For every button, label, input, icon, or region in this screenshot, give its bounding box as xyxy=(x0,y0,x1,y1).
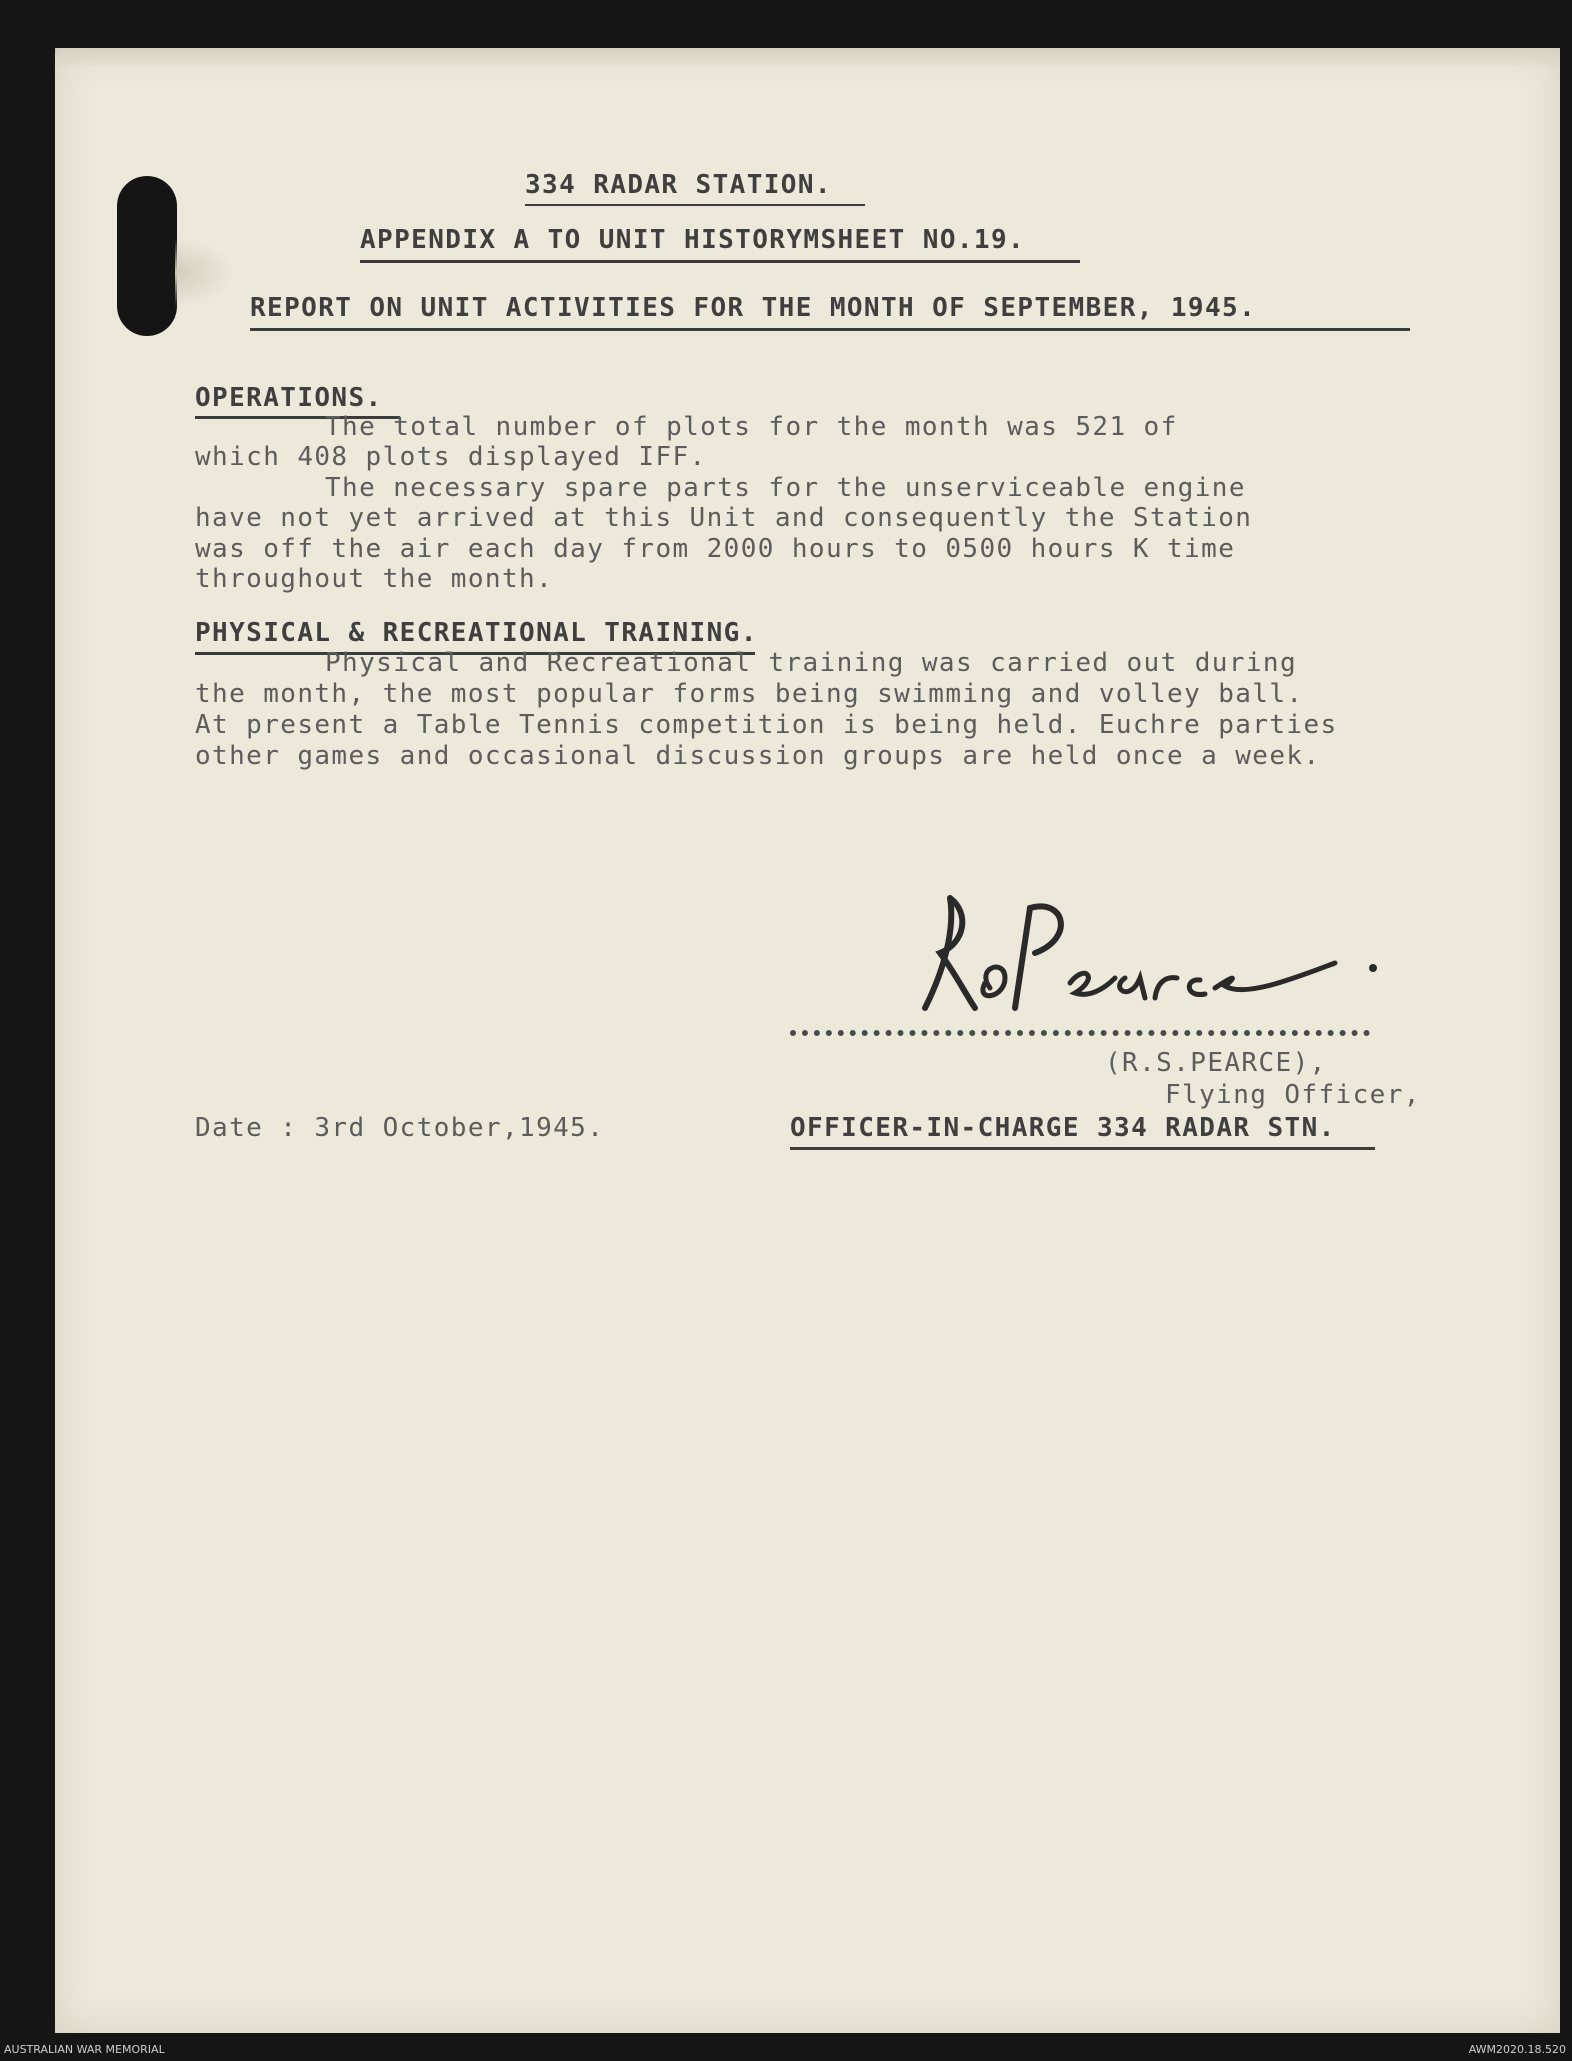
punch-hole xyxy=(117,176,177,336)
paragraph-line: was off the air each day from 2000 hours to 0500 hours K time xyxy=(195,534,1236,564)
footer-accession-number: AWM2020.18.520 xyxy=(1468,2043,1566,2056)
signature-dotted-line xyxy=(790,1030,1370,1036)
paragraph-line: the month, the most popular forms being swimming and volley ball. xyxy=(195,679,1304,709)
paragraph-line: The necessary spare parts for the unserviceable engine xyxy=(325,473,1246,503)
signatory-name: (R.S.PEARCE), xyxy=(1105,1048,1327,1078)
footer-institution: AUSTRALIAN WAR MEMORIAL xyxy=(4,2043,165,2056)
date-line: Date : 3rd October,1945. xyxy=(195,1113,605,1143)
appendix-underline xyxy=(360,260,1080,263)
section-heading-physical-recreational: PHYSICAL & RECREATIONAL TRAINING. xyxy=(195,618,758,648)
paragraph-line: The total number of plots for the month was 521 of xyxy=(325,412,1178,442)
appendix-heading: APPENDIX A TO UNIT HISTORYMSHEET NO.19. xyxy=(360,225,1026,255)
paper-sheet xyxy=(55,48,1560,2033)
paragraph-line: throughout the month. xyxy=(195,564,554,594)
signatory-role: OFFICER-IN-CHARGE 334 RADAR STN. xyxy=(790,1113,1336,1143)
paragraph-line: Physical and Recreational training was carried out during xyxy=(325,648,1298,678)
paper-tear xyxy=(175,238,235,308)
report-heading: REPORT ON UNIT ACTIVITIES FOR THE MONTH OF SEPTEMBER, 1945. xyxy=(250,293,1257,323)
handwritten-signature xyxy=(895,868,1415,1028)
document-title: 334 RADAR STATION. xyxy=(525,170,832,200)
paragraph-line: other games and occasional discussion groups are held once a week. xyxy=(195,741,1321,771)
section-heading-operations: OPERATIONS. xyxy=(195,383,383,413)
paragraph-line: At present a Table Tennis competition is being held. Euchre parties xyxy=(195,710,1338,740)
signatory-role-underline xyxy=(790,1147,1375,1150)
report-heading-underline xyxy=(250,328,1410,331)
signatory-rank: Flying Officer, xyxy=(1165,1080,1421,1110)
paragraph-line: have not yet arrived at this Unit and consequently the Station xyxy=(195,503,1253,533)
title-underline xyxy=(525,204,865,206)
paragraph-line: which 408 plots displayed IFF. xyxy=(195,442,707,472)
